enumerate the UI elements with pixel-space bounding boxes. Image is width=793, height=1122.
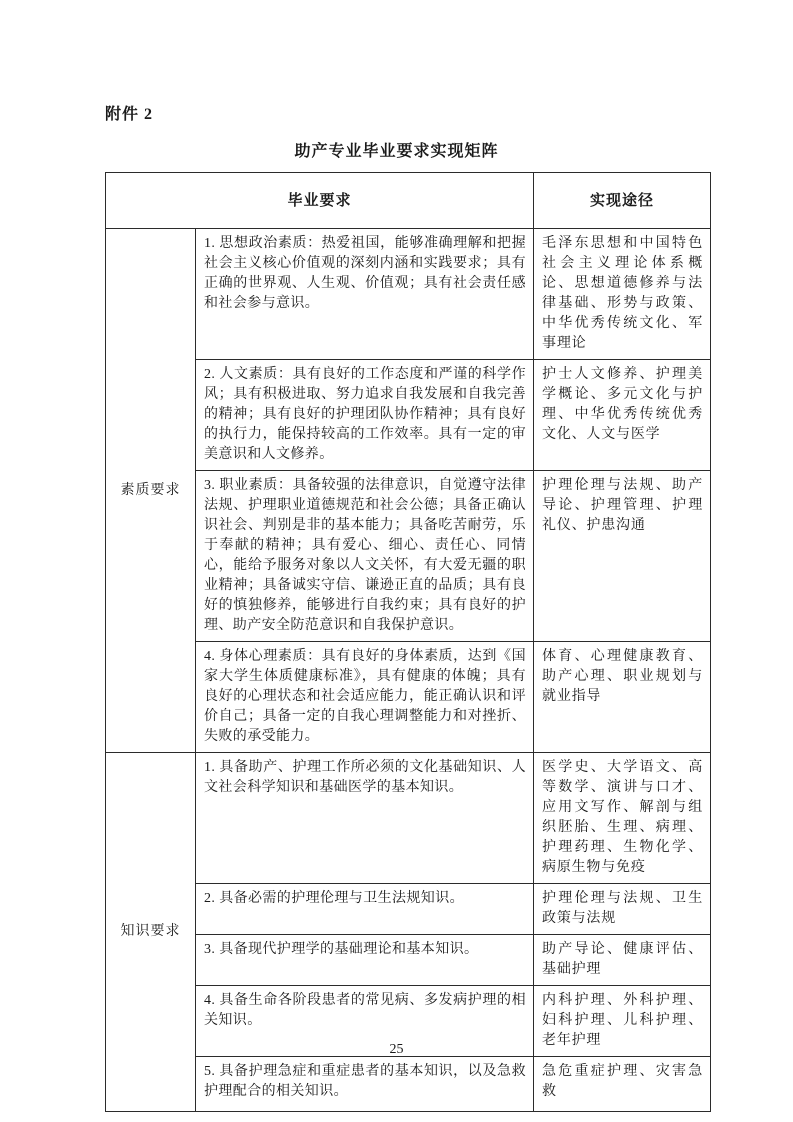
requirement-cell: 1. 思想政治素质：热爱祖国，能够准确理解和把握社会主义核心价值观的深刻内涵和实践要求；具有正确的世界观、人生观、价值观；具有社会责任感和社会参与意识。 [196,229,534,360]
section-label-quality: 素质要求 [106,229,196,753]
table-row [106,884,711,935]
column-header-pathway: 实现途径 [534,173,711,229]
page-number: 25 [389,1042,404,1057]
table-row [106,360,711,471]
pathway-cell: 医学史、大学语文、高等数学、演讲与口才、应用文写作、解剖与组织胚胎、生理、病理、护理药理、生物化学、病原生物与免疫 [534,753,711,884]
requirement-cell: 5. 具备护理急症和重症患者的基本知识，以及急救护理配合的相关知识。 [196,1057,534,1112]
page-title: 助产专业毕业要求实现矩阵 [294,143,499,160]
requirement-cell: 3. 职业素质：具备较强的法律意识，自觉遵守法律法规、护理职业道德规范和社会公德；具备正确认识社会、判别是非的基本能力；具备吃苦耐劳，乐于奉献的精神；具有爱心、细心、责任心、同情心，能给予服务对象以人文关怀，有大爱无疆的职业精神；具备诚实守信、谦逊正直的品质；具有良好的慎独修养，能够进行自我约束；具有良好的护理、助产安全防范意识和自我保护意识。 [196,471,534,642]
table-header-row [106,173,711,229]
pathway-cell: 内科护理、外科护理、妇科护理、儿科护理、老年护理 [534,986,711,1057]
table-row [106,471,711,642]
requirements-matrix-table [105,172,711,1112]
pathway-cell: 护理伦理与法规、助产导论、护理管理、护理礼仪、护患沟通 [534,471,711,642]
table-row [106,935,711,986]
requirement-cell: 2. 具备必需的护理伦理与卫生法规知识。 [196,884,534,935]
column-header-requirement: 毕业要求 [106,173,534,229]
table-row [106,642,711,753]
pathway-cell: 体育、心理健康教育、助产心理、职业规划与就业指导 [534,642,711,753]
requirement-cell: 4. 具备生命各阶段患者的常见病、多发病护理的相关知识。 [196,986,534,1057]
attachment-label: 附件 2 [105,106,154,123]
pathway-cell: 毛泽东思想和中国特色社会主义理论体系概论、思想道德修养与法律基础、形势与政策、中华优秀传统文化、军事理论 [534,229,711,360]
requirement-cell: 4. 身体心理素质：具有良好的身体素质，达到《国家大学生体质健康标准》，具有健康的体魄；具有良好的心理状态和社会适应能力，能正确认识和评价自己；具备一定的自我心理调整能力和对挫折、失败的承受能力。 [196,642,534,753]
requirement-cell: 1. 具备助产、护理工作所必须的文化基础知识、人文社会科学知识和基础医学的基本知识。 [196,753,534,884]
table-row [106,1057,711,1112]
section-label-knowledge: 知识要求 [106,753,196,1112]
requirement-cell: 3. 具备现代护理学的基础理论和基本知识。 [196,935,534,986]
table-row [106,753,711,884]
pathway-cell: 护理伦理与法规、卫生政策与法规 [534,884,711,935]
pathway-cell: 护士人文修养、护理美学概论、多元文化与护理、中华优秀传统优秀文化、人文与医学 [534,360,711,471]
table-row [106,229,711,360]
pathway-cell: 急危重症护理、灾害急救 [534,1057,711,1112]
pathway-cell: 助产导论、健康评估、基础护理 [534,935,711,986]
requirement-cell: 2. 人文素质：具有良好的工作态度和严谨的科学作风；具有积极进取、努力追求自我发展和自我完善的精神；具有良好的护理团队协作精神；具有良好的执行力，能保持较高的工作效率。具有一定的审美意识和人文修养。 [196,360,534,471]
